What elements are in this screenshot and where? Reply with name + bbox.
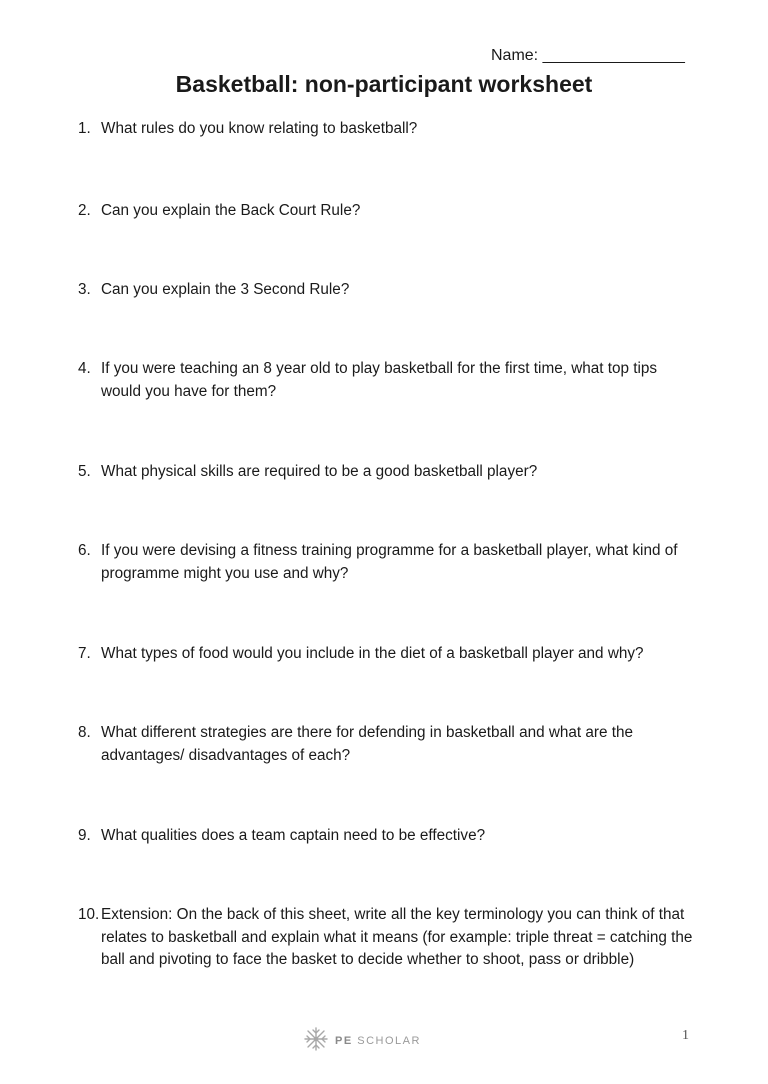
question-4 (78, 358, 678, 403)
question-number: 1. (78, 120, 91, 137)
question-2 (78, 200, 718, 223)
question-number: 6. (78, 542, 91, 559)
question-7 (78, 643, 708, 666)
question-number: 3. (78, 281, 91, 298)
question-10 (78, 904, 698, 972)
question-text: Can you explain the Back Court Rule? (101, 202, 361, 219)
question-3 (78, 279, 718, 302)
question-number: 5. (78, 463, 91, 480)
question-text: What physical skills are required to be a good basketball player? (101, 463, 538, 480)
page-number: 1 (682, 1028, 689, 1043)
page-title: Basketball: non-participant worksheet (175, 71, 593, 97)
question-8 (78, 722, 688, 767)
question-9 (78, 825, 718, 848)
question-text: What rules do you know relating to basketball? (101, 120, 418, 137)
question-number: 9. (78, 827, 91, 844)
question-text: If you were devising a fitness training programme for a basketball player, what kind of programme might you use and why? (101, 542, 678, 582)
question-text: Can you explain the 3 Second Rule? (101, 281, 350, 298)
question-text: What different strategies are there for defending in basketball and what are the advantages/ disadvantages of each? (101, 724, 634, 764)
question-text: If you were teaching an 8 year old to play basketball for the first time, what top tips would you have for them? (101, 360, 658, 400)
logo-scholar: SCHOLAR (357, 1035, 421, 1047)
snowflake-icon (303, 1026, 329, 1057)
question-number: 2. (78, 202, 91, 219)
logo-pe: PE (335, 1035, 353, 1047)
question-number: 8. (78, 724, 91, 741)
question-5 (78, 461, 718, 484)
question-text: Extension: On the back of this sheet, write all the key terminology you can think of that relates to basketball and explain what it means (for example: triple threat = catching the ball and pivoting to face the basket to decide whether to shoot, pass or dribble) (101, 906, 693, 968)
name-field: Name: ________________ (491, 47, 685, 64)
pe-scholar-logo (303, 1027, 421, 1055)
question-number: 10. (78, 906, 100, 923)
question-1 (78, 118, 718, 141)
question-number: 7. (78, 645, 91, 662)
question-text: What qualities does a team captain need to be effective? (101, 827, 486, 844)
question-6 (78, 540, 678, 585)
question-number: 4. (78, 360, 91, 377)
question-text: What types of food would you include in the diet of a basketball player and why? (101, 645, 644, 662)
